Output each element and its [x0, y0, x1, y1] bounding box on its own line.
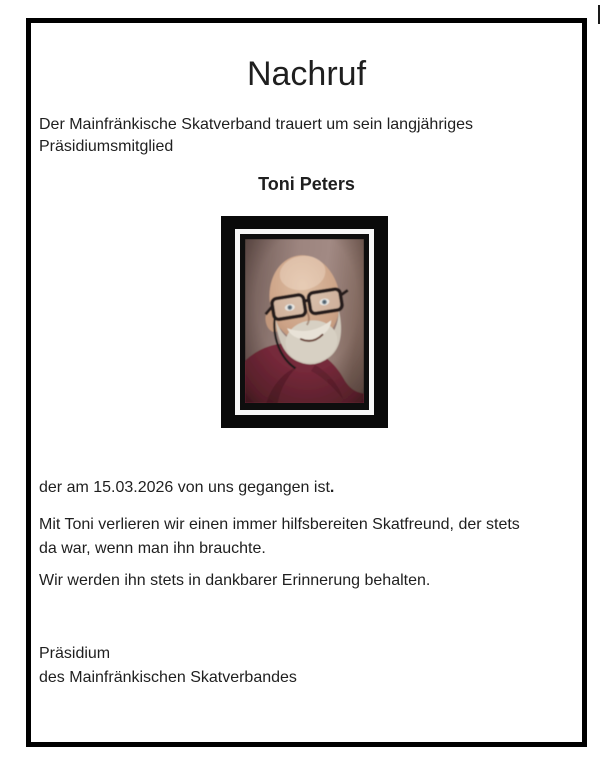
portrait-photo: [241, 239, 367, 407]
text-cursor-artifact: [598, 5, 600, 24]
tribute-line-1: Mit Toni verlieren wir einen immer hilfsbereiten Skatfreund, der stets: [39, 516, 520, 533]
tribute-line-2: da war, wenn man ihn brauchte.: [39, 540, 266, 557]
intro-line-2: Präsidiumsmitglied: [39, 138, 174, 155]
signature-block: [39, 642, 297, 690]
intro-line-1: Der Mainfränkische Skatverband trauert um sein langjähriges: [39, 116, 473, 133]
passing-paragraph: [39, 477, 334, 499]
passing-text: der am 15.03.2026 von uns gegangen ist: [39, 479, 330, 496]
intro-paragraph: [39, 114, 473, 158]
signature-line-2: des Mainfränkischen Skatverbandes: [39, 669, 297, 686]
page-title: Nachruf: [246, 55, 367, 93]
deceased-name: Toni Peters: [258, 174, 355, 194]
memorial-photo: [221, 216, 388, 428]
tribute-paragraph: [39, 513, 520, 561]
passing-period: .: [329, 479, 335, 496]
signature-line-1: Präsidium: [39, 645, 111, 662]
remembrance-paragraph: Wir werden ihn stets in dankbarer Erinnerung behalten.: [39, 572, 431, 589]
